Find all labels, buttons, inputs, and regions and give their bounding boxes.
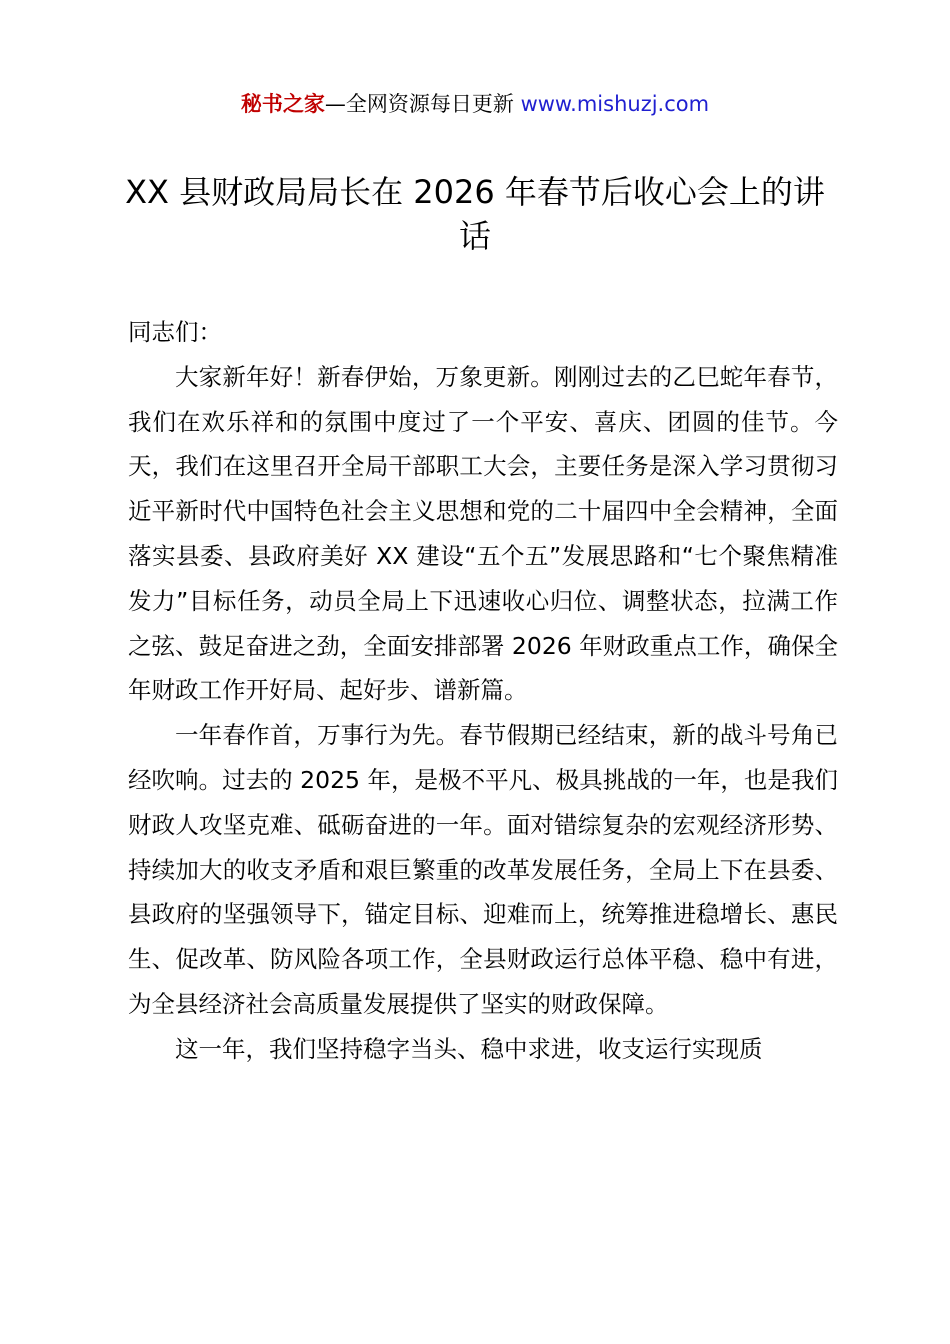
brand-name: 秘书之家 — [240, 92, 325, 116]
paragraph-3: 这一年，我们坚持稳字当头、稳中求进，收支运行实现质 — [175, 1034, 763, 1063]
site-url-link[interactable]: www.mishuzj.com — [520, 92, 710, 116]
salutation: 同志们： — [128, 318, 222, 346]
site-tagline: —全网资源每日更新 — [324, 92, 521, 116]
document-title: XX 县财政局局长在 2026 年春节后收心会上的讲话 — [125, 173, 825, 255]
paragraph-1: 大家新年好！新春伊始，万象更新。刚刚过去的乙巳蛇年春节，我们在欢乐祥和的氛围中度过了一个平安、喜庆、团圆的佳节。今天，我们在这里召开全局干部职工大会，主要任务是深入学习贯彻习近平新时代中国特色社会主义思想和党的二十届四中全会精神，全面落实县委、县政府美好 XX 建设“五个五”发展思路和“七个聚焦精准发力”目标任务，动员全局上下迅速收心归位、调整状态，拉满工作之弦、鼓足奋进之劲，全面安排部署 2026 年财政重点工作，确保全年财政工作开好局、起好步、谱新篇。 — [128, 362, 838, 705]
site-header — [0, 88, 950, 120]
document-body — [128, 310, 838, 1072]
paragraph-2: 一年春作首，万事行为先。春节假期已经结束，新的战斗号角已经吹响。过去的 2025 年，是极不平凡、极具挑战的一年，也是我们财政人攻坚克难、砥砺奋进的一年。面对错综复杂的宏观经济形势、持续加大的收支矛盾和艰巨繁重的改革发展任务，全局上下在县委、县政府的坚强领导下，锚定目标、迎难而上，统筹推进稳增长、惠民生、促改革、防风险各项工作，全县财政运行总体平稳、稳中有进，为全县经济社会高质量发展提供了坚实的财政保障。 — [128, 721, 838, 1018]
